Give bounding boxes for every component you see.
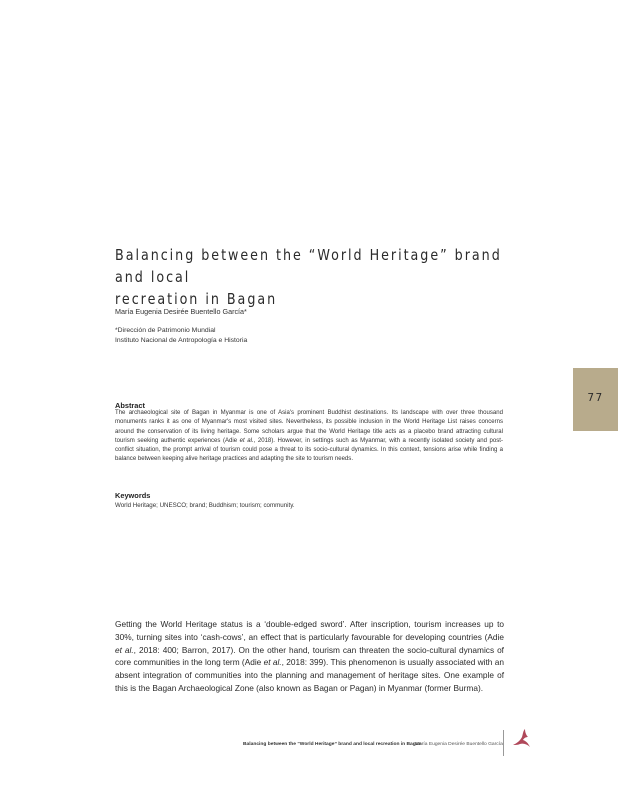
- article-title-line-1: Balancing between the “World Heritage” brand and local: [115, 246, 502, 286]
- author-affiliation: [115, 326, 247, 346]
- page-number: 77: [587, 392, 604, 404]
- footer-running-author: María Eugenia Desirée Buentello García: [415, 742, 503, 747]
- abstract-text: [115, 409, 503, 465]
- body-etal-2: et al.: [263, 657, 282, 668]
- author-name: María Eugenia Desirée Buentello García*: [115, 307, 247, 316]
- footer-running-title: Balancing between the “World Heritage” brand and local recreation in Bagan: [243, 742, 422, 747]
- article-title-line-2: recreation in Bagan: [115, 290, 278, 308]
- body-part-2: , 2018: 400; Barron, 2017). On the other hand, tourism can threaten the socio-cultural dynamics of core communities in the long term (Adie: [115, 644, 504, 668]
- abstract-text-part-1: The archaeological site of Bagan in Myanmar is one of Asia's prominent Buddhist destinations. Its landscape with over three thousand monuments ranks it as one of Myanmar's most visited sites. Nevertheless, its possible inclusion in the World Heritage List raises concerns around the conservation of its living heritage. Some scholars argue that the World Heritage title acts as a placebo brand attracting cultural tourism seeking authentic experiences (Adie: [115, 410, 503, 444]
- article-title: [115, 244, 525, 310]
- body-paragraph: [115, 618, 504, 695]
- abstract-heading: Abstract: [115, 401, 145, 410]
- affiliation-line-1: *Dirección de Patrimonio Mundial: [115, 327, 216, 334]
- keywords-heading: Keywords: [115, 491, 151, 500]
- footer-divider: [503, 730, 504, 756]
- abstract-text-part-2: , 2018). However, in settings such as Myanmar, with a recently isolated society and post-conflict situation, the prompt arrival of tourism could pose a threat to its socio-cultural dynamics. In this context, tensions arise while finding a balance between keeping alive heritage practices and adapting the site to tourism needs.: [115, 437, 503, 463]
- abstract-etal: et al.: [239, 437, 254, 444]
- affiliation-line-2: Instituto Nacional de Antropología e Historia: [115, 337, 248, 344]
- keywords-text: World Heritage; UNESCO; brand; Buddhism; tourism; community.: [115, 502, 295, 509]
- body-etal-1: et al.: [115, 644, 134, 655]
- page-number-tab: [573, 368, 618, 431]
- body-part-1: Getting the World Heritage status is a ‘double-edged sword’. After inscription, tourism increases up to 30%, turning sites into ‘cash-cows’, an effect that is particularly favourable for developing countries (Adie: [115, 619, 504, 642]
- bird-logo-icon: [511, 728, 531, 748]
- body-part-3: , 2018: 399). This phenomenon is usually associated with an absent integration of communities into the planning and management of heritage sites. One example of this is the Bagan Archaeological Zone (also known as Bagan or Pagan) in Myanmar (former Burma).: [115, 657, 504, 693]
